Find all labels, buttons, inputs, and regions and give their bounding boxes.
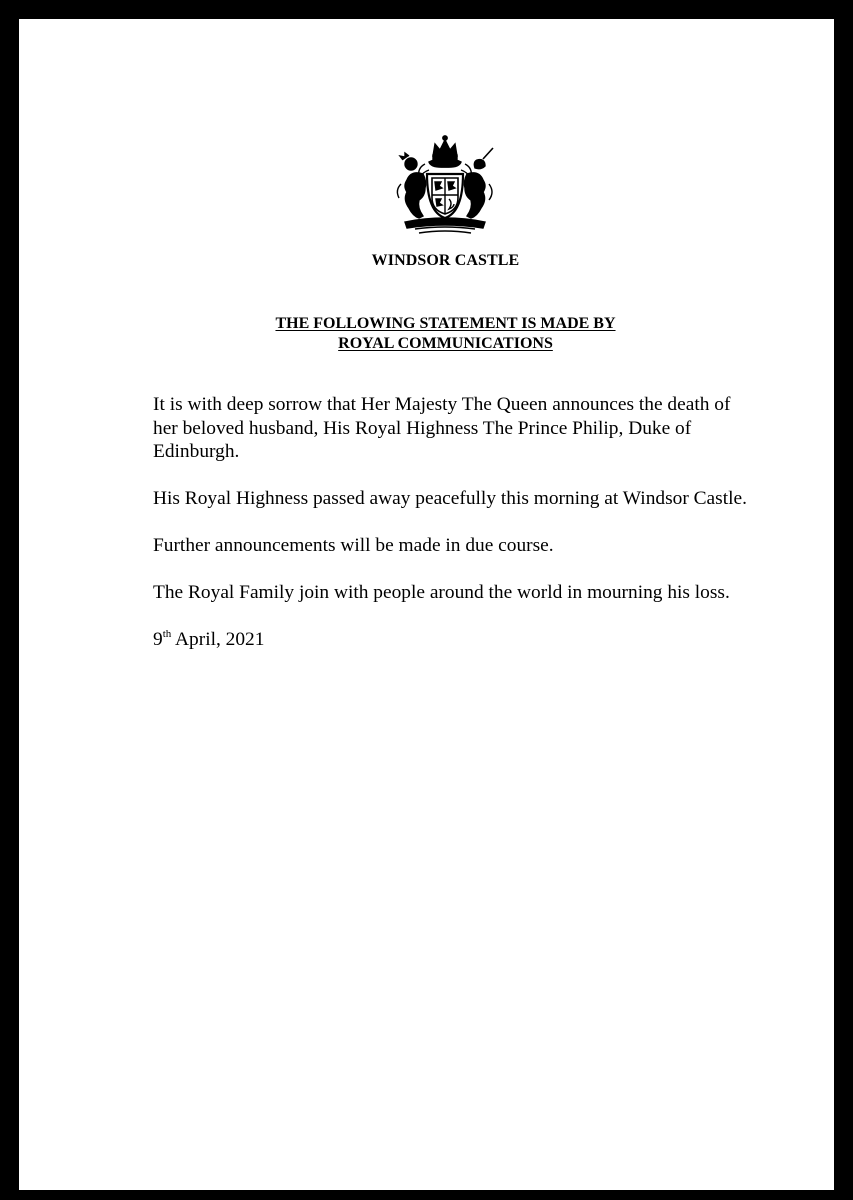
- statement-heading-line-1: THE FOLLOWING STATEMENT IS MADE BY: [275, 315, 616, 332]
- date-month-year: April, 2021: [171, 629, 265, 650]
- paragraph-further-announcements: Further announcements will be made in due course.: [153, 535, 554, 556]
- statement-body: [153, 393, 753, 678]
- date-suffix: th: [162, 628, 172, 640]
- header-windsor-castle: WINDSOR CASTLE: [371, 252, 520, 269]
- statement-heading: [19, 314, 853, 354]
- statement-heading-line-2: ROYAL COMMUNICATIONS: [338, 335, 553, 352]
- paragraph-announcement: It is with deep sorrow that Her Majesty The Queen announces the death of her beloved husband, His Royal Highness The Prince Philip, Duke of Edinburgh.: [153, 394, 731, 462]
- paragraph-royal-family: The Royal Family join with people around the world in mourning his loss.: [153, 582, 730, 603]
- date-day: 9: [153, 629, 163, 650]
- royal-coat-of-arms-icon: [389, 134, 501, 236]
- paragraph-passed-away: His Royal Highness passed away peacefully this morning at Windsor Castle.: [153, 488, 747, 509]
- statement-date: [153, 628, 753, 655]
